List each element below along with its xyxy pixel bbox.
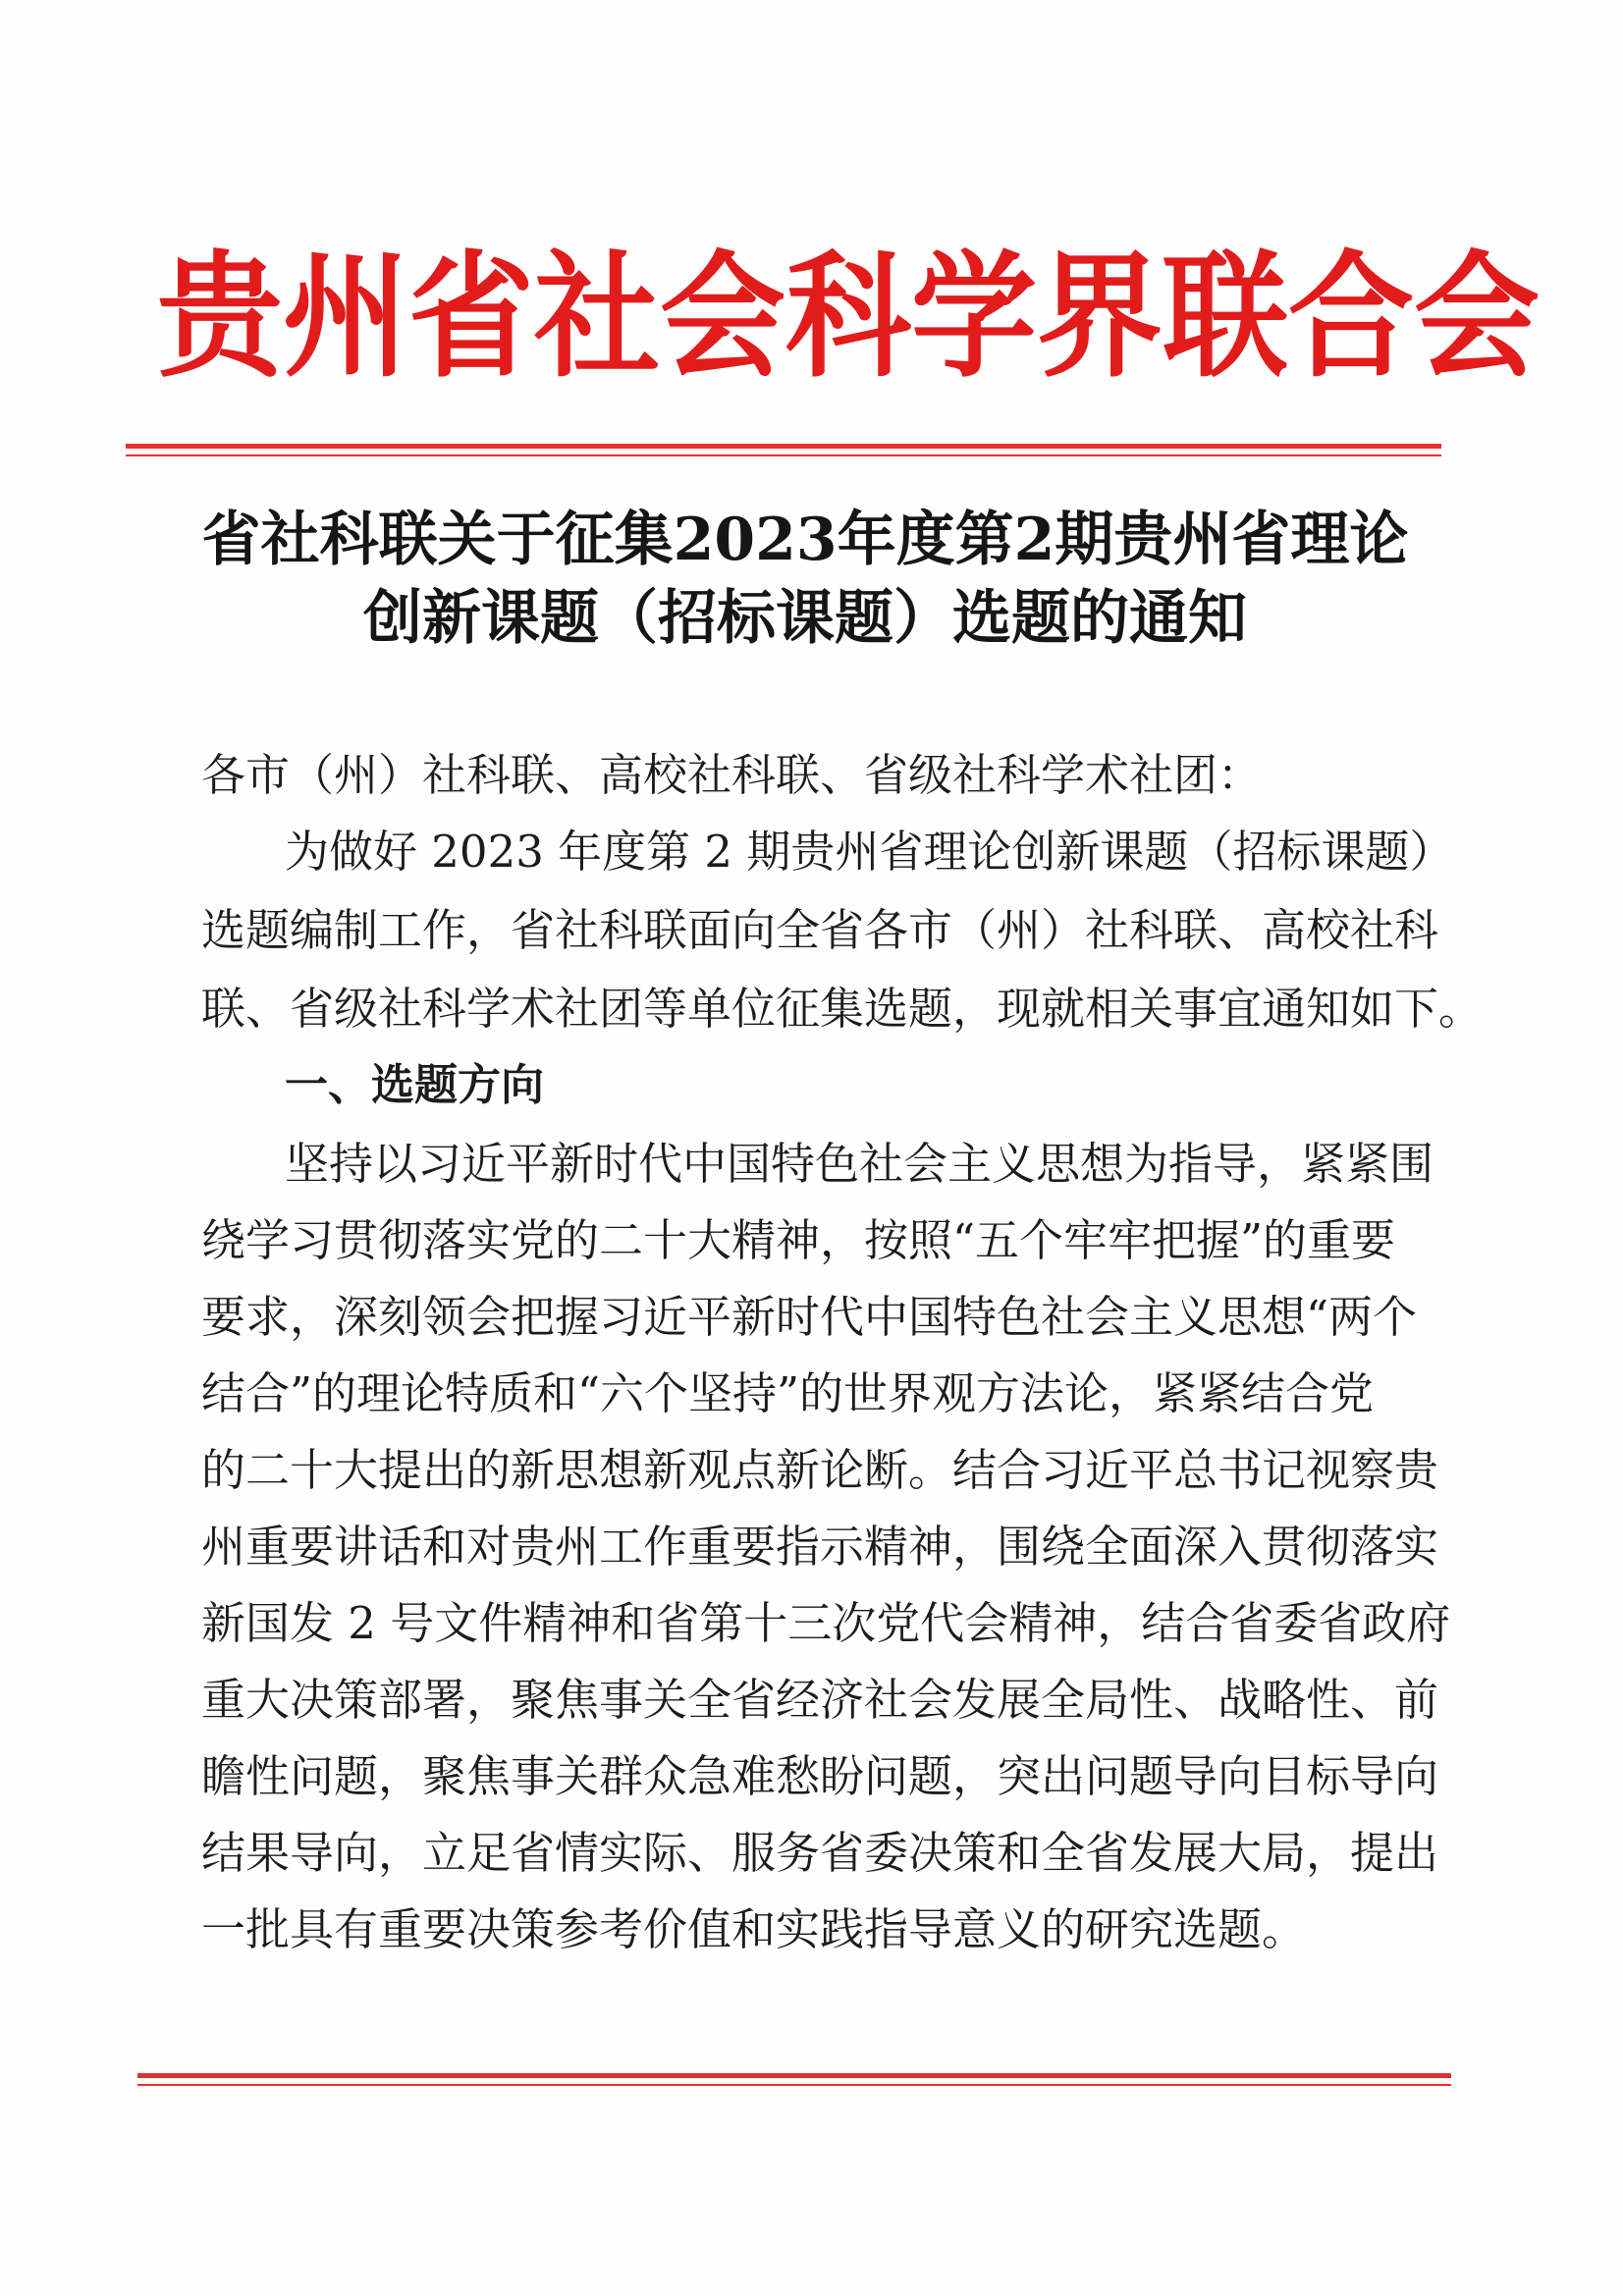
section-line-1: 坚持以习近平新时代中国特色社会主义思想为指导，紧紧围 — [285, 1138, 1434, 1190]
intro-line-1: 为做好 2023 年度第 2 期贵州省理论创新课题（招标课题） — [285, 826, 1454, 878]
section-line-9: 瞻性问题，聚焦事关群众急难愁盼问题，突出问题导向目标导向 — [201, 1750, 1439, 1802]
section-line-6: 州重要讲话和对贵州工作重要指示精神，围绕全面深入贯彻落实 — [201, 1521, 1439, 1573]
section-heading: 一、选题方向 — [285, 1060, 544, 1110]
section-line-11: 一批具有重要决策参考价值和实践指导意义的研究选题。 — [201, 1903, 1307, 1955]
masthead-red-rule — [126, 444, 1441, 449]
section-line-3: 要求，深刻领会把握习近平新时代中国特色社会主义思想“两个 — [201, 1291, 1418, 1343]
document-title-line-1: 省社科联关于征集2023年度第2期贵州省理论 — [201, 506, 1409, 574]
footer-red-rule — [137, 2073, 1451, 2078]
salutation: 各市（州）社科联、高校社科联、省级社科学术社团： — [201, 749, 1263, 801]
section-line-5: 的二十大提出的新思想新观点新论断。结合习近平总书记视察贵 — [201, 1444, 1439, 1496]
section-line-7: 新国发 2 号文件精神和省第十三次党代会精神，结合省委省政府 — [201, 1597, 1451, 1649]
section-line-4: 结合”的理论特质和“六个坚持”的世界观方法论，紧紧结合党 — [201, 1367, 1375, 1419]
intro-line-2: 选题编制工作，省社科联面向全省各市（州）社科联、高校社科 — [201, 904, 1439, 956]
section-line-10: 结果导向，立足省情实际、服务省委决策和全省发展大局，提出 — [201, 1827, 1439, 1879]
footer-red-rule-thin — [137, 2084, 1451, 2086]
document-title-line-2: 创新课题（招标课题）选题的通知 — [363, 584, 1247, 653]
section-line-2: 绕学习贯彻落实党的二十大精神，按照“五个牢牢把握”的重要 — [201, 1214, 1396, 1266]
section-line-8: 重大决策部署，聚焦事关全省经济社会发展全局性、战略性、前 — [201, 1674, 1439, 1726]
intro-line-3: 联、省级社科学术社团等单位征集选题，现就相关事宜通知如下。 — [201, 983, 1484, 1035]
organization-masthead: 贵州省社会科学界联合会 — [157, 238, 1541, 397]
masthead-red-rule-thin — [126, 454, 1441, 456]
